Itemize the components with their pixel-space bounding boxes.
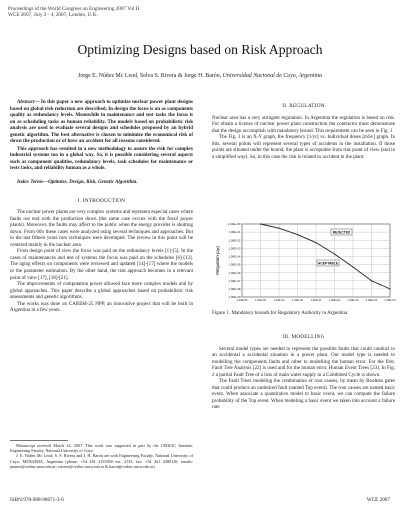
abstract-label: Abstract <box>17 99 35 105</box>
bound-point <box>352 266 353 267</box>
section-heading-regulation: II. REGULATION <box>282 103 325 109</box>
x-tick-label: 1,00E+03 <box>384 299 396 302</box>
intro-paragraph-3: The improvements of computation power allowed face more complex models and by global approaches. This paper describe a global approaches based on probabilistic risk assessments and genetic algorithms. <box>10 281 193 301</box>
footnote-paragraph-2: J. E. Núñez Mc Leod, S. S. Rivera and J. H. Barón are with Engineering Faculty, National University of Cuyo, M5502JMA, Argentina (phone: +54 261 4135000 ext. 2135; fax: +54 261 4380120; emails: jnunez@cediac.uncu.edu.ar; srivera@cediac.uncu.edu.ar & baron@cediac.uncu.edu.ar). <box>10 453 193 469</box>
footnote-paragraph-1: Manuscript received March 22, 2007. This work was supported in part by the CEDIAC Institute, Engineering Faculty, National University of Cuyo. <box>10 443 193 454</box>
figure-1-caption: Figure 1. Mandatory bounds for Regulatory Authority in Argentina <box>212 310 348 316</box>
bounds-chart-svg <box>214 221 394 307</box>
index-terms: Index Terms—Optimize, Design, Risk, Genetic Algorithm. <box>17 179 138 186</box>
y-tick-label: 1,00E-07 <box>228 278 241 283</box>
left-column <box>10 99 193 314</box>
header-line-2: WCE 2007, July 2 - 4, 2007, London, U.K. <box>8 12 98 19</box>
intro-paragraph-1: The nuclear power plants are very complex systems and represent especial cases where faults not end with the production down (the same case occurs with the fossil power plants). Moreover, the faults may affect to the public when the energy provider is shutting down. From 60's these cases were analyzed using several techniques and approaches. But in the last fifteen years new techniques were developed. The review in this point will be centered mainly in the nuclear area. <box>10 209 194 248</box>
rejected-label: REJECTED <box>332 230 351 235</box>
bound-point <box>278 228 279 229</box>
x-tick-label: 1,00E+01 <box>347 299 359 302</box>
y-tick-label: 1,00E-03 <box>228 246 241 251</box>
bound-point <box>260 223 261 224</box>
bound-point <box>334 253 335 254</box>
x-tick-label: 1,00E+00 <box>328 299 341 302</box>
x-tick-label: 1,00E+02 <box>365 299 378 302</box>
paper-title: Optimizing Designs based on Risk Approach <box>77 42 323 57</box>
y-tick-label: 1,00E-05 <box>228 262 241 267</box>
author-affiliation: Universidad Nacional de Cuyo, Argentina <box>222 73 322 79</box>
x-tick-label: 1,00E-04 <box>255 299 266 302</box>
y-axis-label: FREQUENCY [1/yr] <box>216 246 220 275</box>
modelling-section <box>212 334 395 411</box>
regulation-paragraph-2: The Fig. 1 is an X-Y graph, the frequency [1/yr] vs. Individual doses [mSv] graph. In this, several points will represent several types of accidents in the installation. If those points are situated under the bound, the plant is acceptable from risk point of view (and in a simplified way). So, in this case the risk is related to accident in the plant. <box>212 134 395 160</box>
section-heading-introduction: I. INTRODUCTION <box>77 197 126 204</box>
modelling-paragraph-1: Several model types are needed to represent the possible faults that could conduct to an accidental a accidental situation in a power plant. Our model type is needed to modelling the components faults and other to modelling the human error. For the first, Fault Tree Analysis [22] is used and for the human error, Human Event Trees [23]. In Fig. 2 a partial Fault Tree of a loss of main water supply in a Combined Cycle is shown. <box>212 345 395 378</box>
section-heading-modelling: III. MODELLING <box>282 334 325 340</box>
y-tick-label: 1,00E-02 <box>228 238 241 243</box>
x-tick-label: 1,00E-05 <box>236 299 248 302</box>
modelling-paragraph-2: The Fault Trees modeling the combination of root causes, by mean by Boolean gates that could produce an undesired fault (named Top event). The root causes are named basic event. When associate a quantitative model to basic event, we can compute the failure probability of the Top event. When modeling a basic event we taken into account a failure rate <box>212 378 395 411</box>
x-tick-label: 1,00E-02 <box>292 299 303 302</box>
footer-isbn: ISBN:978-988-98671-2-6 <box>10 497 64 503</box>
bound-point <box>389 288 390 289</box>
regulation-paragraph-1: Nuclear area has a very stringent regulation. In Argentina the regulation is based on risk. For obtain a license of nuclear power plant construction the contractor must demonstrate that the design accomplish with mandatory bound. This requirement can be seen in Fig. 1 <box>212 114 395 134</box>
bound-point <box>315 242 316 243</box>
abstract-paragraph <box>10 99 193 145</box>
header-line-1: Proceedings of the World Congress on Engineering 2007 Vol II <box>8 6 140 12</box>
abstract-text-1: — In this paper a new approach to optimize nuclear power plant designs based on global risk reduction are described, In design the focus is on as components quality as redundancy levels. Meanwhile in maintenance and test tasks the focus is on as scheduling tasks as human reliability. The models based on probabilistic risk analysis are used to evaluate several designs and schedules proposed by an hybrid genetic algorithm. The best alternative is chosen to minimize the economical risk of down the production or of have an accident for all reasons considered. <box>10 99 193 145</box>
y-tick-label: 1,00E-06 <box>228 270 241 275</box>
bound-point <box>371 280 372 281</box>
footnote <box>10 443 193 469</box>
author-names: Jorge E. Núñez Mc Leod, Selva S. Rivera & Jorge H. Barón, <box>78 73 223 79</box>
proceedings-header <box>8 6 139 19</box>
intro-paragraph-2: From design point of view the focus was paid on the redundancy levels [1]-[5]. In the cases of maintenances and test of systems the focus was paid on the schedules [6]-[13]. The aging effects on components were reviewed and updated [14]-[17] where the models or the parameter estimation. By the other hand, the risk approach becomes in a relevant point of view [17], [18]-[21]. <box>10 248 193 281</box>
footer-venue: WCE 2007 <box>366 497 390 503</box>
y-tick-label: 1,00E-01 <box>228 230 241 235</box>
authors-line <box>0 73 400 79</box>
acceptable-label: ACEPTABLE <box>318 261 338 266</box>
footnote-rule <box>10 440 68 441</box>
abstract-text-2: This approach has resulted in a new methodology to assure the risk for complex industrial systems too in a global way. So, it is possible considering several aspects such as component qualities, redundancy levels, task schedules for maintenance or tests tasks, and reliability human as a whole. <box>10 145 193 172</box>
y-tick-label: 1,00E-04 <box>228 254 241 259</box>
x-tick-label: 1,00E-03 <box>273 299 285 302</box>
y-tick-label: 1,00E+00 <box>227 222 241 227</box>
y-tick-label: 1,00E-08 <box>228 286 241 291</box>
bound-point <box>297 234 298 235</box>
intro-paragraph-4: The works was done on CAREM-25 NPP, an innovative project that will be built in Argentina in a few years. <box>10 300 193 314</box>
x-tick-label: 1,00E-01 <box>310 299 322 302</box>
right-column <box>212 99 395 160</box>
y-tick-label: 1,00E-09 <box>228 295 241 300</box>
figure-1-chart <box>214 221 394 307</box>
